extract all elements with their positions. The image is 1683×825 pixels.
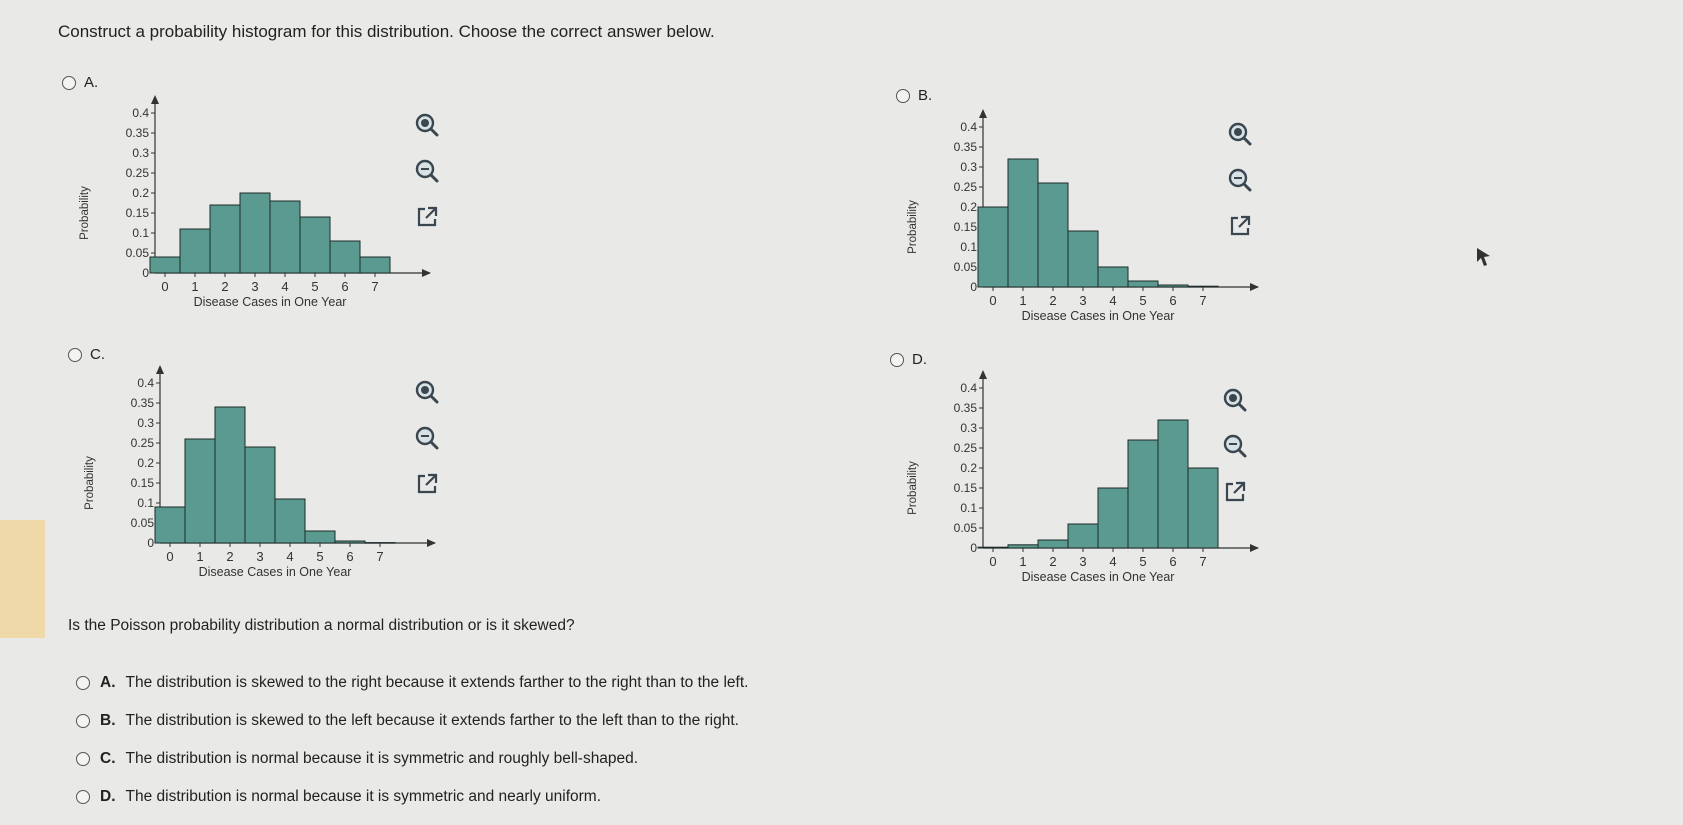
y-tick-label: 0.1: [960, 501, 977, 515]
option-a-radio[interactable]: [62, 76, 76, 90]
zoom-in-icon[interactable]: [1226, 120, 1254, 148]
y-tick-label: 0: [970, 280, 977, 294]
x-tick-label: 6: [1169, 293, 1177, 308]
tools-a: [413, 111, 441, 231]
answer-a[interactable]: [76, 674, 748, 692]
histogram-bar: [1128, 440, 1158, 548]
option-a[interactable]: [62, 74, 98, 91]
y-tick-label: 0.3: [132, 146, 149, 160]
histogram-bar: [300, 217, 330, 273]
y-tick-label: 0.15: [125, 206, 149, 220]
histogram-bar: [215, 407, 245, 543]
x-axis-arrow: [422, 269, 431, 277]
tools-c: [413, 378, 441, 498]
histogram-bar: [1038, 183, 1068, 287]
answer-d[interactable]: [76, 788, 601, 806]
zoom-out-icon[interactable]: [1221, 432, 1249, 460]
histogram-bar: [978, 547, 1008, 548]
answer-b[interactable]: [76, 712, 739, 730]
y-tick-label: 0.1: [132, 226, 149, 240]
histogram-a: [70, 108, 415, 323]
x-tick-label: 5: [316, 549, 324, 564]
x-tick-label: 0: [166, 549, 174, 564]
answer-d-radio[interactable]: [76, 790, 90, 804]
question-2: Is the Poisson probability distribution a normal distribution or is it skewed?: [68, 617, 575, 634]
histogram-bar: [1008, 545, 1038, 548]
histogram-svg: [75, 378, 420, 593]
zoom-in-icon[interactable]: [413, 378, 441, 406]
option-c-radio[interactable]: [68, 348, 82, 362]
x-tick-label: 6: [341, 279, 349, 294]
y-tick-label: 0.2: [132, 186, 149, 200]
x-axis-label: Disease Cases in One Year: [1021, 309, 1175, 323]
y-tick-label: 0.1: [137, 496, 154, 510]
x-tick-label: 1: [1019, 554, 1027, 569]
open-external-icon[interactable]: [1221, 478, 1249, 506]
x-tick-label: 2: [221, 279, 229, 294]
histogram-bar: [305, 531, 335, 543]
answer-a-radio[interactable]: [76, 676, 90, 690]
histogram-c: [75, 378, 420, 593]
histogram-bar: [150, 257, 180, 273]
histogram-svg: [898, 122, 1243, 337]
y-axis-arrow: [151, 95, 159, 104]
y-tick-label: 0.2: [960, 200, 977, 214]
y-tick-label: 0.25: [130, 436, 154, 450]
answer-c-letter: C.: [100, 750, 116, 767]
option-d-radio[interactable]: [890, 353, 904, 367]
answer-b-text: The distribution is skewed to the left because it extends farther to the left than to the right.: [125, 712, 739, 729]
x-axis-arrow: [1250, 544, 1259, 552]
y-tick-label: 0.35: [953, 401, 977, 415]
y-tick-label: 0.3: [960, 421, 977, 435]
histogram-bar: [1188, 286, 1218, 287]
histogram-bar: [1188, 468, 1218, 548]
y-tick-label: 0.3: [137, 416, 154, 430]
y-tick-label: 0.35: [953, 140, 977, 154]
x-tick-label: 7: [376, 549, 384, 564]
histogram-bar: [1128, 281, 1158, 287]
zoom-in-icon[interactable]: [413, 111, 441, 139]
answer-a-letter: A.: [100, 674, 116, 691]
y-tick-label: 0: [970, 541, 977, 555]
y-tick-label: 0.05: [125, 246, 149, 260]
histogram-bar: [1158, 285, 1188, 287]
x-tick-label: 7: [1199, 293, 1207, 308]
x-tick-label: 2: [1049, 293, 1057, 308]
answer-d-letter: D.: [100, 788, 116, 805]
x-tick-label: 3: [1079, 554, 1087, 569]
histogram-d: [898, 383, 1243, 598]
tools-b: [1226, 120, 1254, 240]
y-axis-label: Probability: [79, 186, 91, 240]
x-tick-label: 6: [346, 549, 354, 564]
answer-d-text: The distribution is normal because it is symmetric and nearly uniform.: [125, 788, 602, 805]
y-tick-label: 0.4: [137, 376, 154, 390]
x-tick-label: 4: [1109, 293, 1117, 308]
option-c[interactable]: [68, 346, 105, 363]
option-c-label: C.: [90, 346, 105, 363]
y-tick-label: 0.05: [953, 521, 977, 535]
y-tick-label: 0.35: [125, 126, 149, 140]
y-tick-label: 0.35: [130, 396, 154, 410]
histogram-bar: [270, 201, 300, 273]
option-b[interactable]: [896, 87, 932, 104]
open-external-icon[interactable]: [1226, 212, 1254, 240]
x-tick-label: 5: [1139, 293, 1147, 308]
x-tick-label: 0: [161, 279, 169, 294]
histogram-svg: [70, 108, 415, 323]
x-tick-label: 2: [1049, 554, 1057, 569]
zoom-out-icon[interactable]: [413, 157, 441, 185]
x-tick-label: 4: [1109, 554, 1117, 569]
histogram-bar: [210, 205, 240, 273]
histogram-bar: [275, 499, 305, 543]
option-a-label: A.: [84, 74, 99, 91]
x-tick-label: 4: [281, 279, 289, 294]
histogram-bar: [240, 193, 270, 273]
y-axis-label: Probability: [907, 461, 919, 515]
y-tick-label: 0.1: [960, 240, 977, 254]
y-tick-label: 0.4: [960, 120, 977, 134]
answer-c-text: The distribution is normal because it is symmetric and roughly bell-shaped.: [125, 750, 639, 767]
histogram-bar: [978, 207, 1008, 287]
x-tick-label: 1: [196, 549, 204, 564]
histogram-bar: [1098, 267, 1128, 287]
x-tick-label: 3: [251, 279, 259, 294]
y-tick-label: 0: [147, 536, 154, 550]
answer-c[interactable]: [76, 750, 638, 768]
y-axis-arrow: [979, 109, 987, 118]
x-axis-arrow: [1250, 283, 1259, 291]
answer-a-text: The distribution is skewed to the right because it extends farther to the right than to the left.: [125, 674, 749, 691]
y-tick-label: 0.4: [132, 106, 149, 120]
zoom-in-icon[interactable]: [1221, 386, 1249, 414]
answer-b-letter: B.: [100, 712, 116, 729]
y-tick-label: 0.15: [130, 476, 154, 490]
histogram-b: [898, 122, 1243, 337]
x-tick-label: 1: [1019, 293, 1027, 308]
mouse-cursor-icon: [1475, 246, 1493, 268]
x-tick-label: 6: [1169, 554, 1177, 569]
histogram-bar: [1158, 420, 1188, 548]
histogram-bar: [180, 229, 210, 273]
zoom-out-icon[interactable]: [413, 424, 441, 452]
answer-c-radio[interactable]: [76, 752, 90, 766]
y-axis-arrow: [156, 365, 164, 374]
y-tick-label: 0.2: [960, 461, 977, 475]
x-tick-label: 5: [1139, 554, 1147, 569]
histogram-bar: [1068, 231, 1098, 287]
open-external-icon[interactable]: [413, 470, 441, 498]
histogram-bar: [245, 447, 275, 543]
histogram-svg: [898, 383, 1243, 598]
x-tick-label: 1: [191, 279, 199, 294]
histogram-bar: [330, 241, 360, 273]
histogram-bar: [360, 257, 390, 273]
y-tick-label: 0.25: [953, 180, 977, 194]
y-tick-label: 0.3: [960, 160, 977, 174]
open-external-icon[interactable]: [413, 203, 441, 231]
histogram-bar: [155, 507, 185, 543]
option-d-label: D.: [912, 351, 927, 368]
y-tick-label: 0.15: [953, 481, 977, 495]
tools-d: [1221, 386, 1249, 506]
histogram-bar: [1068, 524, 1098, 548]
x-tick-label: 5: [311, 279, 319, 294]
option-b-label: B.: [918, 87, 933, 104]
histogram-bar: [335, 541, 365, 543]
answer-b-radio[interactable]: [76, 714, 90, 728]
x-tick-label: 7: [371, 279, 379, 294]
zoom-out-icon[interactable]: [1226, 166, 1254, 194]
y-axis-label: Probability: [907, 200, 919, 254]
x-axis-label: Disease Cases in One Year: [1021, 570, 1175, 584]
x-tick-label: 3: [256, 549, 264, 564]
y-tick-label: 0: [142, 266, 149, 280]
y-tick-label: 0.4: [960, 381, 977, 395]
y-tick-label: 0.2: [137, 456, 154, 470]
y-axis-arrow: [979, 370, 987, 379]
histogram-bar: [1008, 159, 1038, 287]
option-d[interactable]: [890, 351, 927, 368]
x-tick-label: 7: [1199, 554, 1207, 569]
x-tick-label: 0: [989, 554, 997, 569]
histogram-bar: [185, 439, 215, 543]
question-title: Construct a probability histogram for this distribution. Choose the correct answer below.: [58, 22, 715, 41]
x-axis-arrow: [427, 539, 436, 547]
histogram-bar: [1038, 540, 1068, 548]
y-tick-label: 0.05: [953, 260, 977, 274]
y-tick-label: 0.25: [953, 441, 977, 455]
y-axis-label: Probability: [84, 456, 96, 510]
x-tick-label: 3: [1079, 293, 1087, 308]
left-highlight-strip: [0, 520, 45, 638]
option-b-radio[interactable]: [896, 89, 910, 103]
y-tick-label: 0.15: [953, 220, 977, 234]
x-axis-label: Disease Cases in One Year: [198, 565, 352, 579]
x-tick-label: 2: [226, 549, 234, 564]
x-tick-label: 0: [989, 293, 997, 308]
y-tick-label: 0.05: [130, 516, 154, 530]
x-tick-label: 4: [286, 549, 294, 564]
y-tick-label: 0.25: [125, 166, 149, 180]
histogram-bar: [1098, 488, 1128, 548]
x-axis-label: Disease Cases in One Year: [193, 295, 347, 309]
